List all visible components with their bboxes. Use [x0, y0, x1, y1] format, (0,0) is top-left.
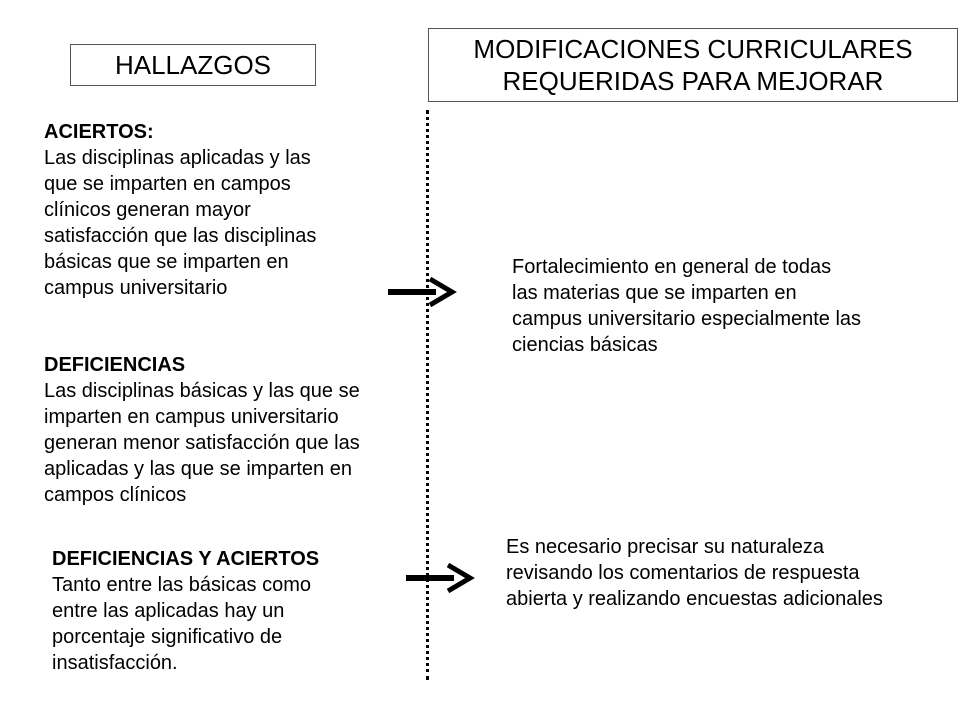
deficiencias-line: aplicadas y las que se imparten en [44, 458, 352, 480]
findings-title: HALLAZGOS [114, 50, 272, 80]
result1-line: las materias que se imparten en [512, 282, 797, 304]
modifications-title-box [428, 28, 958, 102]
modification-result-1 [512, 254, 952, 358]
aciertos-heading: ACIERTOS: [44, 121, 154, 143]
deficiencias-heading: DEFICIENCIAS [44, 354, 186, 376]
result1-line: Fortalecimiento en general de todas [512, 256, 832, 278]
deficiencias-aciertos-heading: DEFICIENCIAS Y ACIERTOS [52, 548, 320, 570]
result2-line: revisando los comentarios de respuesta [506, 562, 860, 584]
aciertos-line: básicas que se imparten en [44, 251, 289, 273]
deficiencias-line: campos clínicos [44, 484, 187, 506]
aciertos-line: Las disciplinas aplicadas y las [44, 147, 311, 169]
aciertos-line: que se imparten en campos [44, 173, 291, 195]
modifications-title-line-2: REQUERIDAS PARA MEJORAR [502, 66, 884, 96]
result1-line: campus universitario especialmente las [512, 308, 862, 330]
deficiencias-line: generan menor satisfacción que las [44, 432, 360, 454]
modifications-title-line-1: MODIFICACIONES CURRICULARES [473, 34, 913, 64]
result2-line: abierta y realizando encuestas adicionales [506, 588, 883, 610]
aciertos-block [44, 119, 404, 301]
deficiencias-block [44, 352, 434, 508]
deficiencias-aciertos-line: insatisfacción. [52, 652, 178, 674]
deficiencias-aciertos-block [52, 546, 412, 676]
deficiencias-line: Las disciplinas básicas y las que se [44, 380, 360, 402]
findings-title-box [70, 44, 316, 86]
arrow-right-icon [404, 560, 476, 596]
result1-line: ciencias básicas [512, 334, 658, 356]
modification-result-2 [506, 534, 960, 612]
aciertos-line: satisfacción que las disciplinas [44, 225, 317, 247]
aciertos-line: clínicos generan mayor [44, 199, 251, 221]
arrow-right-icon [386, 274, 458, 310]
aciertos-line: campus universitario [44, 277, 228, 299]
deficiencias-aciertos-line: entre las aplicadas hay un [52, 600, 285, 622]
deficiencias-aciertos-line: porcentaje significativo de [52, 626, 283, 648]
deficiencias-line: imparten en campus universitario [44, 406, 339, 428]
result2-line: Es necesario precisar su naturaleza [506, 536, 824, 558]
deficiencias-aciertos-line: Tanto entre las básicas como [52, 574, 312, 596]
